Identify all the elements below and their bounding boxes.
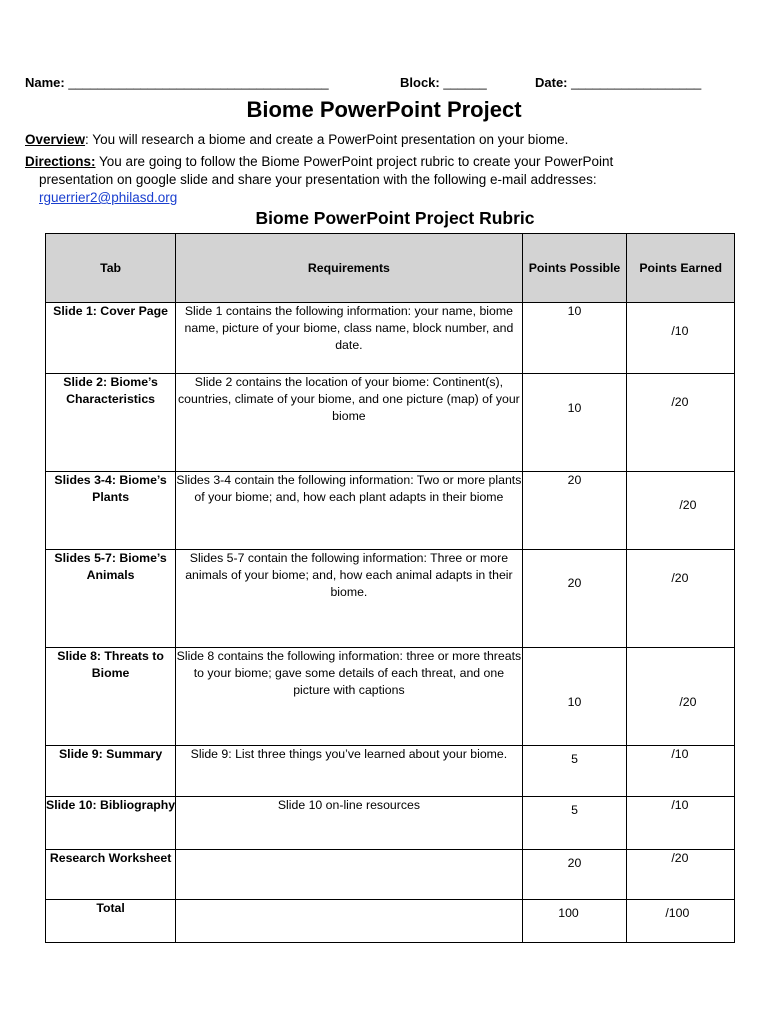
row-requirements: Slide 2 contains the location of your biome: Continent(s), countries, climate of your biome, and one picture (map) of your biome: [176, 374, 523, 472]
row-tab: Slide 10: Bibliography: [46, 797, 176, 850]
overview-label: Overview: [25, 132, 86, 147]
row-points-possible: 10: [522, 374, 627, 472]
directions-paragraph: [25, 153, 745, 207]
row-requirements: Slides 3-4 contain the following information: Two or more plants of your biome; and, how each plant adapts in their biome: [176, 472, 523, 550]
rubric-table: [45, 233, 735, 943]
row-points-earned-cell[interactable]: [627, 850, 735, 900]
row-requirements: Slides 5-7 contain the following information: Three or more animals of your biome; and, how each animal adapts in their biome.: [176, 550, 523, 648]
row-tab: Slide 9: Summary: [46, 746, 176, 797]
directions-text-1: You are going to follow the Biome PowerPoint project rubric to create your PowerPoint: [95, 154, 614, 169]
block-label: Block:: [400, 75, 440, 90]
row-points-earned: /10: [671, 324, 689, 338]
row-requirements: Slide 1 contains the following information: your name, biome name, picture of your biome, class name, block number, and date.: [176, 303, 523, 374]
page-title: Biome PowerPoint Project: [246, 97, 522, 122]
name-blank[interactable]: ____________________________________: [68, 75, 329, 90]
email-link[interactable]: rguerrier2@philasd.org: [39, 190, 178, 205]
row-points-earned-cell[interactable]: [627, 550, 735, 648]
name-label: Name:: [25, 75, 65, 90]
row-points-possible: 20: [522, 850, 627, 900]
row-tab: Slide 2: Biome’s Characteristics: [46, 374, 176, 472]
header-points-earned: Points Earned: [627, 234, 735, 303]
row-points-possible: 20: [522, 550, 627, 648]
date-label: Date:: [535, 75, 568, 90]
table-row: [46, 900, 735, 943]
row-requirements: Slide 8 contains the following information: three or more threats to your biome; gave some details of each threat, and one picture with captions: [176, 648, 523, 746]
header-tab: Tab: [46, 234, 176, 303]
row-points-earned: /20: [679, 498, 697, 512]
date-blank[interactable]: __________________: [571, 75, 702, 90]
row-points-earned: /20: [671, 395, 689, 409]
table-row: [46, 472, 735, 550]
date-field[interactable]: [535, 75, 701, 90]
table-row: [46, 648, 735, 746]
table-row: [46, 550, 735, 648]
row-tab: Slides 3-4: Biome’s Plants: [46, 472, 176, 550]
row-points-possible: 5: [522, 797, 627, 850]
overview-text: : You will research a biome and create a PowerPoint presentation on your biome.: [85, 132, 569, 147]
row-points-earned-cell[interactable]: [627, 303, 735, 374]
row-points-earned-cell[interactable]: [627, 797, 735, 850]
directions-text-2: presentation on google slide and share your presentation with the following e-mail addresses:: [39, 172, 597, 187]
row-points-earned-cell[interactable]: [627, 374, 735, 472]
row-tab: Slide 8: Threats to Biome: [46, 648, 176, 746]
table-row: [46, 303, 735, 374]
row-points-possible: 10: [522, 648, 627, 746]
overview-paragraph: [25, 131, 745, 149]
row-requirements: [176, 850, 523, 900]
table-row: [46, 746, 735, 797]
row-requirements: [176, 900, 523, 943]
table-row: [46, 850, 735, 900]
table-header-row: [46, 234, 735, 303]
row-points-earned: /20: [679, 695, 697, 709]
row-tab: Research Worksheet: [46, 850, 176, 900]
table-row: [46, 374, 735, 472]
table-row: [46, 797, 735, 850]
row-requirements: Slide 9: List three things you’ve learned about your biome.: [176, 746, 523, 797]
row-points-earned: /20: [671, 571, 689, 585]
row-points-earned: /100: [665, 906, 690, 920]
row-points-possible: 20: [522, 472, 627, 550]
row-points-earned-cell[interactable]: [627, 472, 735, 550]
row-points-earned-cell[interactable]: [627, 648, 735, 746]
rubric-title: Biome PowerPoint Project Rubric: [255, 208, 535, 228]
row-points-earned-cell[interactable]: [627, 900, 735, 943]
row-points-earned: /10: [671, 798, 689, 812]
row-requirements: Slide 10 on-line resources: [176, 797, 523, 850]
directions-label: Directions:: [25, 154, 96, 169]
name-field[interactable]: [25, 75, 329, 90]
block-field[interactable]: [400, 75, 487, 90]
block-blank[interactable]: ______: [443, 75, 487, 90]
header-points-possible: Points Possible: [522, 234, 627, 303]
row-points-possible: 5: [522, 746, 627, 797]
row-tab: Total: [46, 900, 176, 943]
row-tab: Slide 1: Cover Page: [46, 303, 176, 374]
row-points-possible: 100: [522, 900, 627, 943]
row-points-possible: 10: [522, 303, 627, 374]
row-points-earned: /20: [671, 851, 689, 865]
header-requirements: Requirements: [176, 234, 523, 303]
row-points-earned: /10: [671, 747, 689, 761]
row-tab: Slides 5-7: Biome’s Animals: [46, 550, 176, 648]
row-points-earned-cell[interactable]: [627, 746, 735, 797]
